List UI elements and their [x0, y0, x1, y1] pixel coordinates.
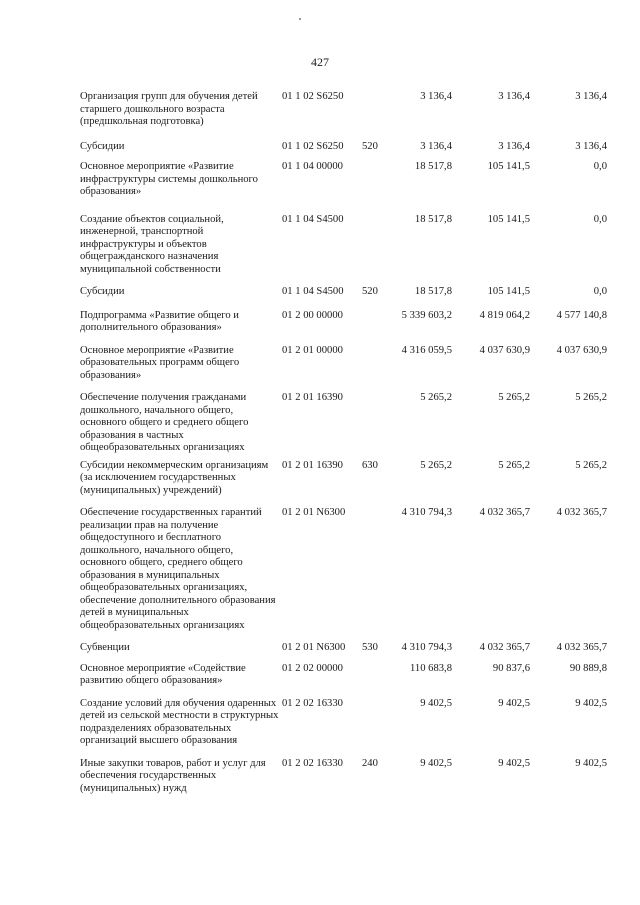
- table-row: [80, 507, 607, 632]
- scan-speck: [299, 18, 301, 20]
- table-row: [80, 161, 607, 199]
- row-value-year-3: 5 265,2: [575, 392, 607, 403]
- row-code: 01 1 04 00000: [282, 161, 343, 172]
- row-name: Подпрограмма «Развитие общего и дополнительного образования»: [80, 309, 239, 333]
- row-expense-type: 530: [362, 642, 378, 653]
- row-code: 01 2 01 N6300: [282, 507, 346, 518]
- row-value-year-3: 4 577 140,8: [556, 309, 607, 321]
- table-row: [80, 214, 607, 277]
- row-expense-type: 520: [362, 286, 378, 297]
- row-value-year-1: 4 310 794,3: [401, 642, 452, 653]
- table-row: [80, 141, 607, 154]
- row-name: Основное мероприятие «Развитие инфраструктуры системы дошкольного образования»: [80, 161, 258, 197]
- row-value-year-1: 5 265,2: [420, 459, 452, 471]
- table-row: [80, 345, 607, 383]
- row-name: Основное мероприятие «Развитие образовательных программ общего образования»: [80, 344, 240, 381]
- row-code: 01 1 02 S6250: [282, 140, 344, 152]
- table-row: [80, 91, 607, 129]
- budget-table: [80, 91, 607, 795]
- row-value-year-1: 4 310 794,3: [401, 507, 452, 518]
- row-value-year-2: 4 032 365,7: [479, 642, 530, 653]
- row-value-year-1: 9 402,5: [420, 697, 452, 709]
- row-name: Субсидии: [80, 286, 125, 297]
- row-value-year-1: 18 517,8: [414, 161, 452, 172]
- row-value-year-2: 9 402,5: [498, 757, 530, 769]
- row-value-year-2: 105 141,5: [487, 161, 530, 172]
- row-value-year-1: 3 136,4: [420, 140, 452, 152]
- row-code: 01 2 01 16390: [282, 459, 343, 471]
- row-value-year-1: 110 683,8: [410, 662, 452, 674]
- row-value-year-3: 90 889,8: [569, 662, 607, 674]
- row-code: 01 2 02 16330: [282, 757, 343, 769]
- row-value-year-2: 3 136,4: [498, 140, 530, 152]
- row-value-year-3: 5 265,2: [575, 459, 607, 471]
- row-value-year-3: 4 037 630,9: [556, 344, 607, 356]
- row-value-year-1: 18 517,8: [414, 286, 452, 297]
- row-code: 01 2 00 00000: [282, 309, 343, 321]
- row-code: 01 1 04 S4500: [282, 213, 344, 225]
- table-row: [80, 642, 607, 655]
- row-code: 01 1 02 S6250: [282, 91, 344, 102]
- row-value-year-3: 4 032 365,7: [556, 507, 607, 518]
- row-expense-type: 240: [362, 757, 378, 769]
- row-value-year-2: 105 141,5: [487, 286, 530, 297]
- row-name: Основное мероприятие «Содействие развитию общего образования»: [80, 662, 246, 686]
- row-name: Субсидии: [80, 140, 125, 152]
- row-name: Иные закупки товаров, работ и услуг для обеспечения государственных (муниципальных) нужд: [80, 757, 266, 794]
- row-value-year-2: 5 265,2: [498, 459, 530, 471]
- row-code: 01 1 04 S4500: [282, 286, 344, 297]
- row-value-year-3: 9 402,5: [575, 757, 607, 769]
- row-value-year-2: 4 037 630,9: [479, 344, 530, 356]
- row-name: Субвенции: [80, 642, 130, 653]
- row-value-year-2: 4 819 064,2: [479, 309, 530, 321]
- row-code: 01 2 01 16390: [282, 392, 343, 403]
- row-expense-type: 520: [362, 140, 378, 152]
- row-name: Обеспечение государственных гарантий реализации прав на получение общедоступного и бесплатного дошкольного, начального общего, основного общего, среднего общего образования в муниципальных общеобразовательных организациях, обеспечение дополнительного образования детей в муниципальных общеобразовательных организациях: [80, 507, 276, 631]
- row-value-year-3: 4 032 365,7: [556, 642, 607, 653]
- row-value-year-1: 4 316 059,5: [401, 344, 452, 356]
- row-value-year-3: 0,0: [593, 213, 607, 225]
- row-value-year-2: 105 141,5: [487, 213, 530, 225]
- table-row: [80, 698, 607, 748]
- row-value-year-2: 3 136,4: [498, 91, 530, 102]
- row-value-year-2: 9 402,5: [498, 697, 530, 709]
- table-row: [80, 758, 607, 796]
- row-value-year-1: 3 136,4: [420, 91, 452, 102]
- table-row: [80, 392, 607, 455]
- row-value-year-1: 5 265,2: [420, 392, 452, 403]
- row-value-year-2: 90 837,6: [492, 662, 530, 674]
- row-code: 01 2 02 00000: [282, 662, 343, 674]
- table-row: [80, 460, 607, 498]
- row-value-year-3: 0,0: [593, 286, 607, 297]
- row-code: 01 2 02 16330: [282, 697, 343, 709]
- row-expense-type: 630: [362, 459, 378, 471]
- row-value-year-3: 9 402,5: [575, 697, 607, 709]
- table-row: [80, 663, 607, 688]
- table-row: [80, 286, 607, 299]
- row-value-year-2: 4 032 365,7: [479, 507, 530, 518]
- table-row: [80, 310, 607, 335]
- row-value-year-1: 18 517,8: [414, 213, 452, 225]
- row-name: Создание объектов социальной, инженерной, транспортной инфраструктуры и объектов общегражданского назначения муниципальной собственности: [80, 213, 224, 275]
- row-value-year-3: 3 136,4: [575, 140, 607, 152]
- row-value-year-2: 5 265,2: [498, 392, 530, 403]
- row-value-year-1: 9 402,5: [420, 757, 452, 769]
- row-name: Обеспечение получения гражданами дошкольного, начального общего, основного общего и среднего общего образования в частных общеобразовательных организациях: [80, 392, 249, 453]
- row-name: Создание условий для обучения одаренных детей из сельской местности в структурных подразделениях образовательных организаций высшего образования: [80, 697, 279, 746]
- row-value-year-3: 3 136,4: [575, 91, 607, 102]
- row-code: 01 2 01 00000: [282, 344, 343, 356]
- row-name: Организация групп для обучения детей старшего дошкольного возраста (предшкольная подготовка): [80, 91, 258, 127]
- row-value-year-3: 0,0: [593, 161, 607, 172]
- row-value-year-1: 5 339 603,2: [401, 309, 452, 321]
- row-code: 01 2 01 N6300: [282, 642, 346, 653]
- row-name: Субсидии некоммерческим организациям (за исключением государственных (муниципальных) учреждений): [80, 459, 269, 496]
- page-number: 427: [311, 55, 329, 69]
